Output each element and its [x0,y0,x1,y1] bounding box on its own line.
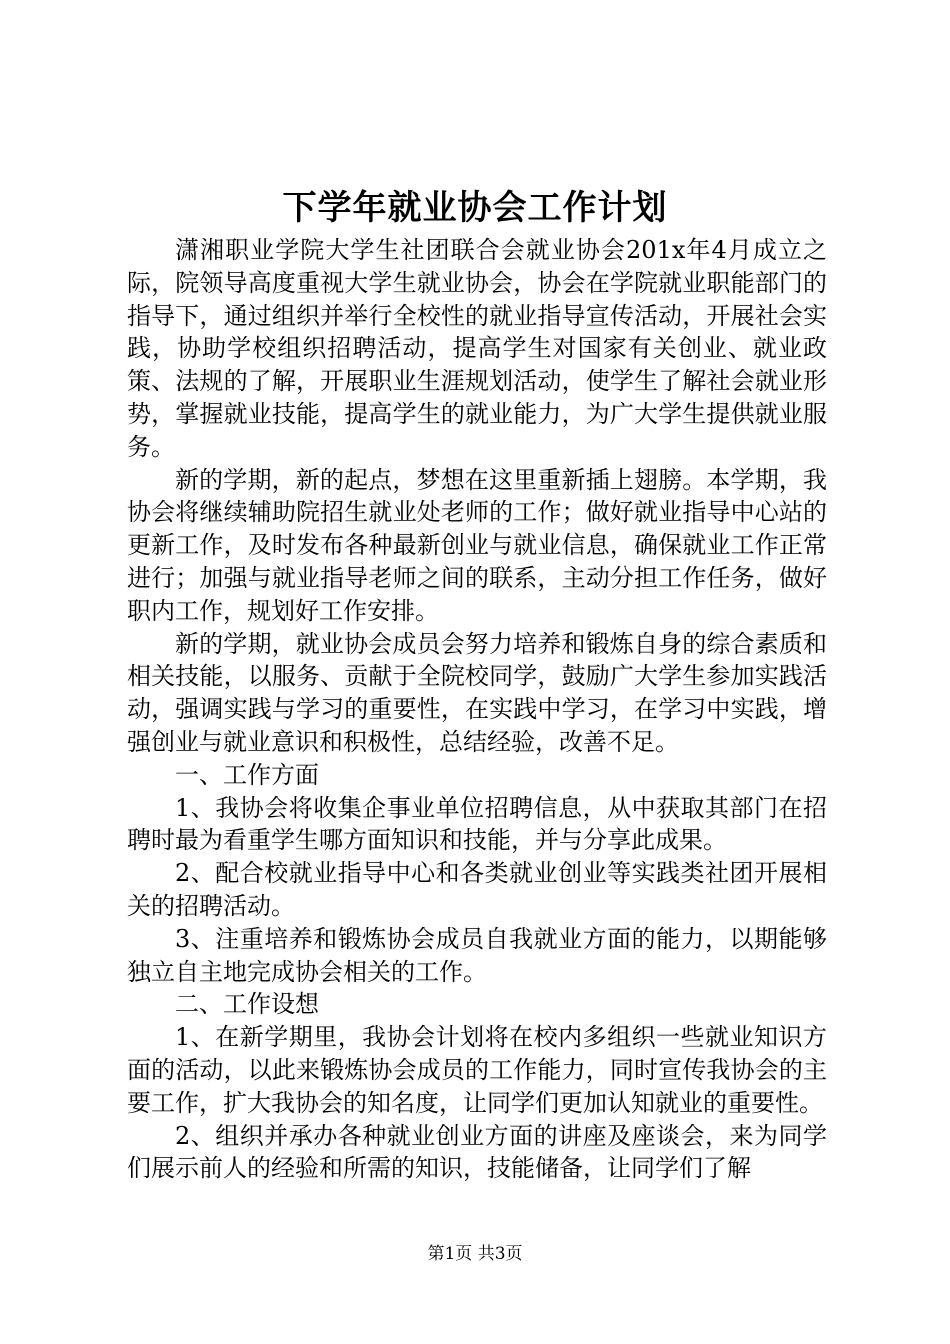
list-item: 1、我协会将收集企事业单位招聘信息，从中获取其部门在招聘时最为看重学生哪方面知识和技能，并与分享此成果。 [127,793,827,855]
section-heading: 一、工作方面 [175,760,319,789]
body-paragraph: 新的学期，新的起点，梦想在这里重新插上翅膀。本学期，我协会将继续辅助院招生就业处老师的工作；做好就业指导中心站的更新工作，及时发布各种最新创业与就业信息，确保就业工作正常进行；加强与就业指导老师之间的联系，主动分担工作任务，做好职内工作，规划好工作安排。 [127,465,827,625]
body-paragraph: 新的学期，就业协会成员会努力培养和锻炼自身的综合素质和相关技能，以服务、贡献于全院校同学，鼓励广大学生参加实践活动，强调实践与学习的重要性，在实践中学习，在学习中实践，增强创业与就业意识和积极性，总结经验，改善不足。 [127,629,827,756]
document-title: 下学年就业协会工作计划 [282,188,668,228]
list-item: 3、注重培养和锻炼协会成员自我就业方面的能力，以期能够独立自主地完成协会相关的工作。 [127,924,827,986]
section-heading: 二、工作设想 [175,990,319,1019]
list-item: 2、配合校就业指导中心和各类就业创业等实践类社团开展相关的招聘活动。 [127,859,827,920]
list-item: 1、在新学期里，我协会计划将在校内多组织一些就业知识方面的活动，以此来锻炼协会成员的工作能力，同时宣传我协会的主要工作，扩大我协会的知名度，让同学们更加认知就业的重要性。 [127,1023,827,1117]
list-item: 2、组织并承办各种就业创业方面的讲座及座谈会，来为同学们展示前人的经验和所需的知识，技能储备，让同学们了解 [127,1121,827,1183]
page-footer [0,1242,950,1266]
page-indicator: 第1页 共3页 [427,1244,523,1264]
document-body [127,234,827,1185]
body-paragraph: 潇湘职业学院大学生社团联合会就业协会201x年4月成立之际，院领导高度重视大学生就业协会，协会在学院就业职能部门的指导下，通过组织并举行全校性的就业指导宣传活动，开展社会实践，协助学校组织招聘活动，提高学生对国家有关创业、就业政策、法规的了解，开展职业生涯规划活动，使学生了解社会就业形势，掌握就业技能，提高学生的就业能力，为广大学生提供就业服务。 [127,236,827,461]
